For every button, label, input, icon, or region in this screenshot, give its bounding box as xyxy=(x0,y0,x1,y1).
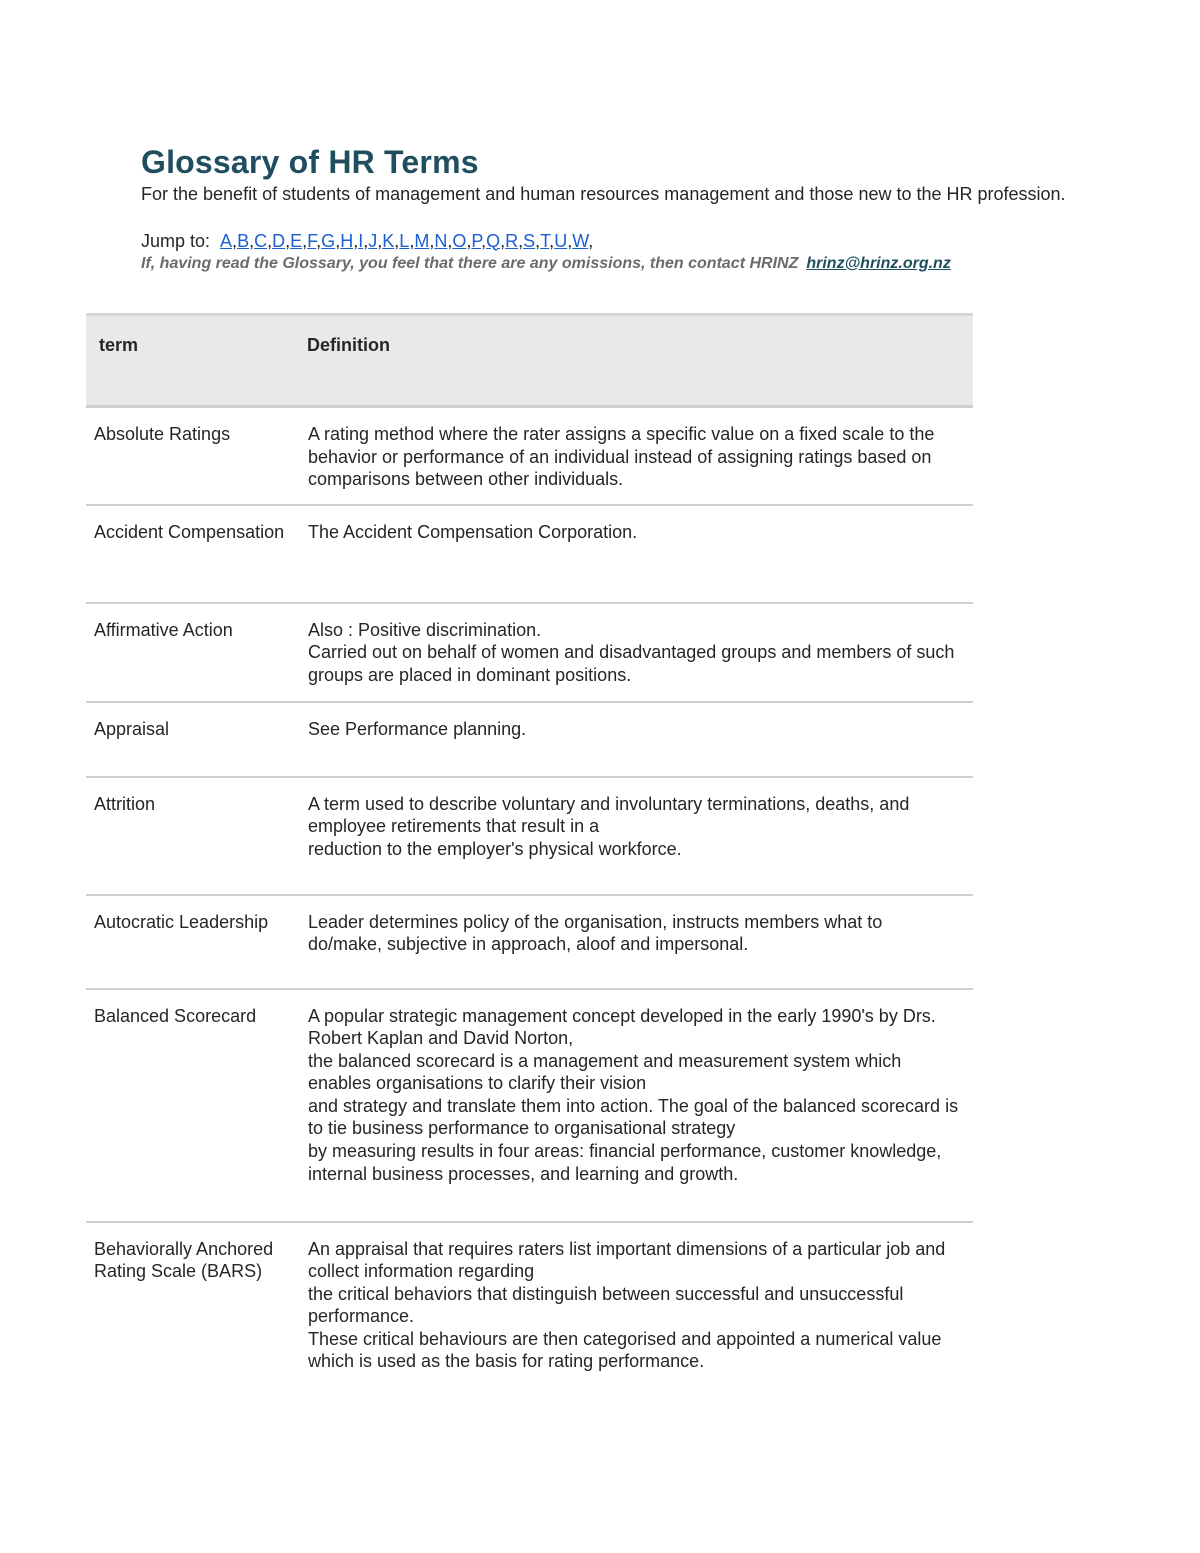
jump-letter-links xyxy=(220,231,588,251)
column-header-definition: Definition xyxy=(293,315,973,407)
jump-separator: , xyxy=(518,230,524,251)
definition-cell xyxy=(293,1222,973,1402)
table-row xyxy=(86,505,973,603)
definition-line: Carried out on behalf of women and disadvantaged groups and members of such groups are placed in dominant positions. xyxy=(308,642,955,685)
page-title: Glossary of HR Terms xyxy=(141,144,479,180)
jump-separator: , xyxy=(285,230,291,251)
definition-cell xyxy=(293,989,973,1222)
definition-cell xyxy=(293,505,973,603)
table-row xyxy=(86,1222,973,1402)
column-header-term: term xyxy=(86,315,293,407)
jump-link-c[interactable]: C xyxy=(254,230,268,251)
glossary-rows xyxy=(86,407,973,1402)
jump-separator: , xyxy=(567,230,573,251)
definition-cell xyxy=(293,702,973,777)
jump-separator: , xyxy=(549,230,555,251)
term-cell: Accident Compensation xyxy=(86,505,293,603)
jump-link-t[interactable]: T xyxy=(540,230,550,251)
jump-trailing-comma: , xyxy=(588,230,594,251)
jump-link-r[interactable]: R xyxy=(505,230,519,251)
table-row xyxy=(86,777,973,895)
jump-link-q[interactable]: Q xyxy=(486,230,501,251)
jump-link-e[interactable]: E xyxy=(290,230,303,251)
jump-link-h[interactable]: H xyxy=(340,230,354,251)
term-cell: Affirmative Action xyxy=(86,603,293,702)
jump-separator: , xyxy=(466,230,472,251)
definition-cell xyxy=(293,603,973,702)
definition-line: An appraisal that requires raters list important dimensions of a particular job and collect information regarding xyxy=(308,1238,946,1282)
definition-cell xyxy=(293,777,973,895)
table-row xyxy=(86,989,973,1222)
jump-separator: , xyxy=(447,230,453,251)
jump-to-label: Jump to: xyxy=(141,230,211,251)
term-cell: Autocratic Leadership xyxy=(86,895,293,989)
jump-separator: , xyxy=(335,230,341,251)
table-header-row xyxy=(86,315,973,407)
omission-text: If, having read the Glossary, you feel that there are any omissions, then contact HRINZ xyxy=(141,254,799,272)
contact-email-link[interactable]: hrinz@hrinz.org.nz xyxy=(806,254,951,272)
omission-note xyxy=(141,253,1111,275)
definition-line: by measuring results in four areas: financial performance, customer knowledge, internal business processes, and learning and growth. xyxy=(308,1141,942,1184)
definition-line: the balanced scorecard is a management and measurement system which enables organisations to clarify their vision xyxy=(308,1050,902,1094)
jump-link-p[interactable]: P xyxy=(471,230,482,251)
definition-line: and strategy and translate them into action. The goal of the balanced scorecard is to tie business performance to organisational strategy xyxy=(308,1095,959,1139)
table-row xyxy=(86,895,973,989)
definition-line: A rating method where the rater assigns a specific value on a fixed scale to the behavior or performance of an individual instead of assigning ratings based on comparisons between other individuals. xyxy=(308,424,935,490)
jump-separator: , xyxy=(267,230,273,251)
jump-link-b[interactable]: B xyxy=(237,230,250,251)
term-cell: Appraisal xyxy=(86,702,293,777)
jump-link-o[interactable]: O xyxy=(452,230,467,251)
term-cell: Behaviorally Anchored Rating Scale (BARS) xyxy=(94,1238,274,1282)
jump-separator: , xyxy=(500,230,506,251)
definition-line: the critical behaviors that distinguish between successful and unsuccessful performance. xyxy=(308,1283,904,1327)
page-subtitle: For the benefit of students of management and human resources management and those new to the HR profession. xyxy=(141,184,1066,204)
jump-link-s[interactable]: S xyxy=(523,230,536,251)
table-row xyxy=(86,702,973,777)
jump-link-d[interactable]: D xyxy=(272,230,286,251)
jump-separator: , xyxy=(429,230,435,251)
jump-link-g[interactable]: G xyxy=(321,230,336,251)
jump-link-k[interactable]: K xyxy=(382,230,395,251)
jump-link-l[interactable]: L xyxy=(399,230,410,251)
jump-link-f[interactable]: F xyxy=(307,230,317,251)
jump-separator: , xyxy=(394,230,400,251)
table-row xyxy=(86,603,973,702)
jump-link-u[interactable]: U xyxy=(554,230,568,251)
jump-link-n[interactable]: N xyxy=(434,230,448,251)
jump-separator: , xyxy=(316,230,322,251)
jump-separator: , xyxy=(232,230,238,251)
definition-line: A term used to describe voluntary and involuntary terminations, deaths, and employee retirements that result in a xyxy=(308,793,910,837)
table-row xyxy=(86,407,973,505)
jump-separator: , xyxy=(481,230,487,251)
jump-link-a[interactable]: A xyxy=(220,230,233,251)
definition-line: A popular strategic management concept developed in the early 1990's by Drs. Robert Kaplan and David Norton, xyxy=(308,1005,936,1049)
definition-line: See Performance planning. xyxy=(308,718,527,739)
glossary-table xyxy=(86,313,973,1402)
definition-line: These critical behaviours are then categorised and appointed a numerical value which is used as the basis for rating performance. xyxy=(308,1328,942,1372)
jump-link-j[interactable]: J xyxy=(368,230,378,251)
term-cell: Attrition xyxy=(86,777,293,895)
definition-cell xyxy=(293,407,973,505)
definition-line: Leader determines policy of the organisation, instructs members what to do/make, subjective in approach, aloof and impersonal. xyxy=(308,911,883,955)
page-header xyxy=(141,143,1111,275)
term-cell: Absolute Ratings xyxy=(86,407,293,505)
jump-separator: , xyxy=(535,230,541,251)
jump-separator: , xyxy=(249,230,255,251)
definition-line: The Accident Compensation Corporation. xyxy=(308,521,638,542)
term-cell: Balanced Scorecard xyxy=(86,989,293,1222)
jump-link-m[interactable]: M xyxy=(414,230,430,251)
jump-link-w[interactable]: W xyxy=(572,230,589,251)
jump-separator: , xyxy=(363,230,369,251)
definition-line: reduction to the employer's physical workforce. xyxy=(308,838,682,859)
jump-separator: , xyxy=(409,230,415,251)
jump-separator: , xyxy=(353,230,359,251)
jump-separator: , xyxy=(377,230,383,251)
definition-line: Also : Positive discrimination. xyxy=(308,619,542,640)
jump-to-nav xyxy=(141,230,1111,252)
jump-separator: , xyxy=(302,230,308,251)
jump-link-i[interactable]: I xyxy=(358,230,364,251)
definition-cell xyxy=(293,895,973,989)
